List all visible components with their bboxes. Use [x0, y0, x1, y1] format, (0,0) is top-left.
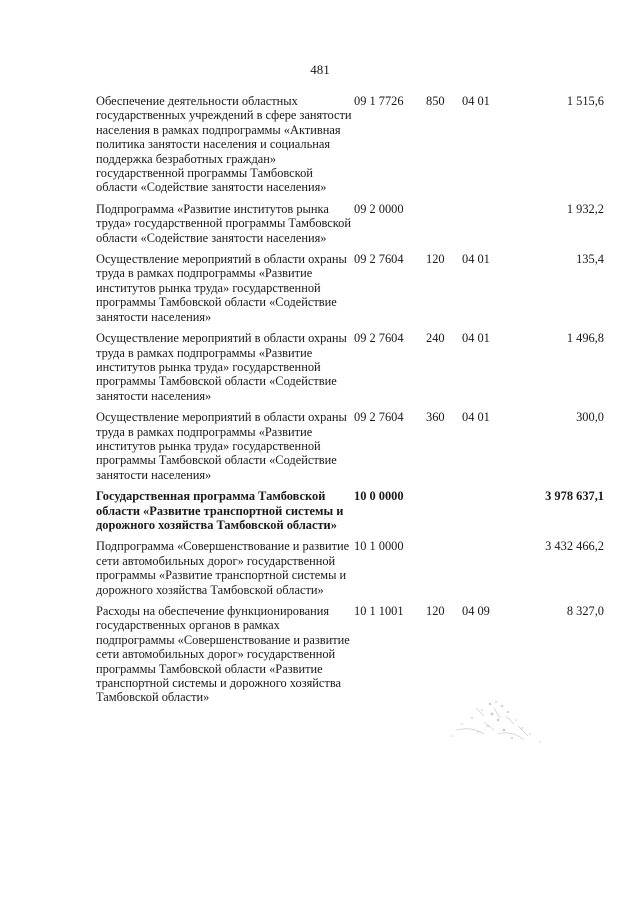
row-amount: 3 432 466,2 — [545, 539, 604, 554]
row-description: Осуществление мероприятий в области охраны труда в рамках подпрограммы «Развитие институтов рынка труда» государственной программы Тамбовской области «Содействие занятости населения» — [96, 252, 347, 324]
row-section: 04 01 — [462, 94, 490, 108]
row-amount: 3 978 637,1 — [545, 489, 604, 504]
budget-table — [96, 94, 604, 712]
row-amount: 300,0 — [576, 410, 604, 425]
row-expense-type: 120 — [426, 604, 445, 618]
row-section: 04 01 — [462, 331, 490, 346]
table-row — [96, 410, 604, 489]
row-description: Обеспечение деятельности областных государственных учреждений в сфере занятости населения в рамках подпрограммы «Активная политика занятости населения и социальная поддержка безработных граждан» государственной программы Тамбовской области «Содействие занятости населения» — [96, 94, 352, 195]
row-target-code: 10 0 0000 — [354, 489, 404, 504]
row-description: Подпрограмма «Совершенствование и развитие сети автомобильных дорог» государственной программы «Развитие транспортной системы и дорожного хозяйства Тамбовской области» — [96, 539, 350, 597]
row-amount: 1 496,8 — [566, 331, 604, 346]
row-amount: 135,4 — [576, 252, 604, 267]
row-expense-type — [426, 539, 462, 604]
row-description: Расходы на обеспечение функционирования государственных органов в рамках подпрограммы «Совершенствование и развитие сети автомобильных дорог» государственной программы Тамбовской области «Развитие транспортной системы и дорожного хозяйства Тамбовской области» — [96, 604, 350, 705]
row-expense-type — [426, 489, 462, 539]
row-target-code: 10 1 0000 — [354, 539, 404, 554]
row-expense-type: 360 — [426, 410, 445, 425]
table-row — [96, 202, 604, 252]
row-description: Осуществление мероприятий в области охраны труда в рамках подпрограммы «Развитие институтов рынка труда» государственной программы Тамбовской области «Содействие занятости населения» — [96, 331, 347, 403]
row-target-code: 09 2 0000 — [354, 201, 404, 216]
row-section: 04 01 — [462, 410, 490, 425]
table-row-program-total — [96, 489, 604, 539]
stamp-mark — [432, 690, 552, 750]
row-expense-type: 850 — [426, 94, 445, 108]
row-description: Осуществление мероприятий в области охраны труда в рамках подпрограммы «Развитие институтов рынка труда» государственной программы Тамбовской области «Содействие занятости населения» — [96, 410, 347, 482]
row-expense-type — [426, 202, 462, 252]
page-number: 481 — [310, 62, 330, 77]
table-row — [96, 539, 604, 604]
table-row — [96, 331, 604, 410]
row-target-code: 09 2 7604 — [354, 252, 404, 267]
row-section — [462, 489, 512, 539]
row-section — [462, 539, 512, 604]
row-description: Подпрограмма «Развитие институтов рынка труда» государственной программы Тамбовской области «Содействие занятости населения» — [96, 201, 352, 245]
row-section: 04 09 — [462, 604, 490, 618]
row-target-code: 09 2 7604 — [354, 331, 404, 346]
row-amount: 8 327,0 — [566, 604, 604, 618]
row-section — [462, 202, 512, 252]
row-target-code: 09 2 7604 — [354, 410, 404, 425]
row-description: Государственная программа Тамбовской области «Развитие транспортной системы и дорожного хозяйства Тамбовской области» — [96, 489, 344, 532]
row-section: 04 01 — [462, 252, 490, 267]
row-expense-type: 240 — [426, 331, 445, 346]
row-amount: 1 515,6 — [566, 94, 604, 108]
table-row — [96, 94, 604, 202]
row-target-code: 10 1 1001 — [354, 604, 404, 618]
table-row — [96, 252, 604, 331]
row-amount: 1 932,2 — [566, 201, 604, 216]
row-expense-type: 120 — [426, 252, 445, 267]
row-target-code: 09 1 7726 — [354, 94, 404, 108]
